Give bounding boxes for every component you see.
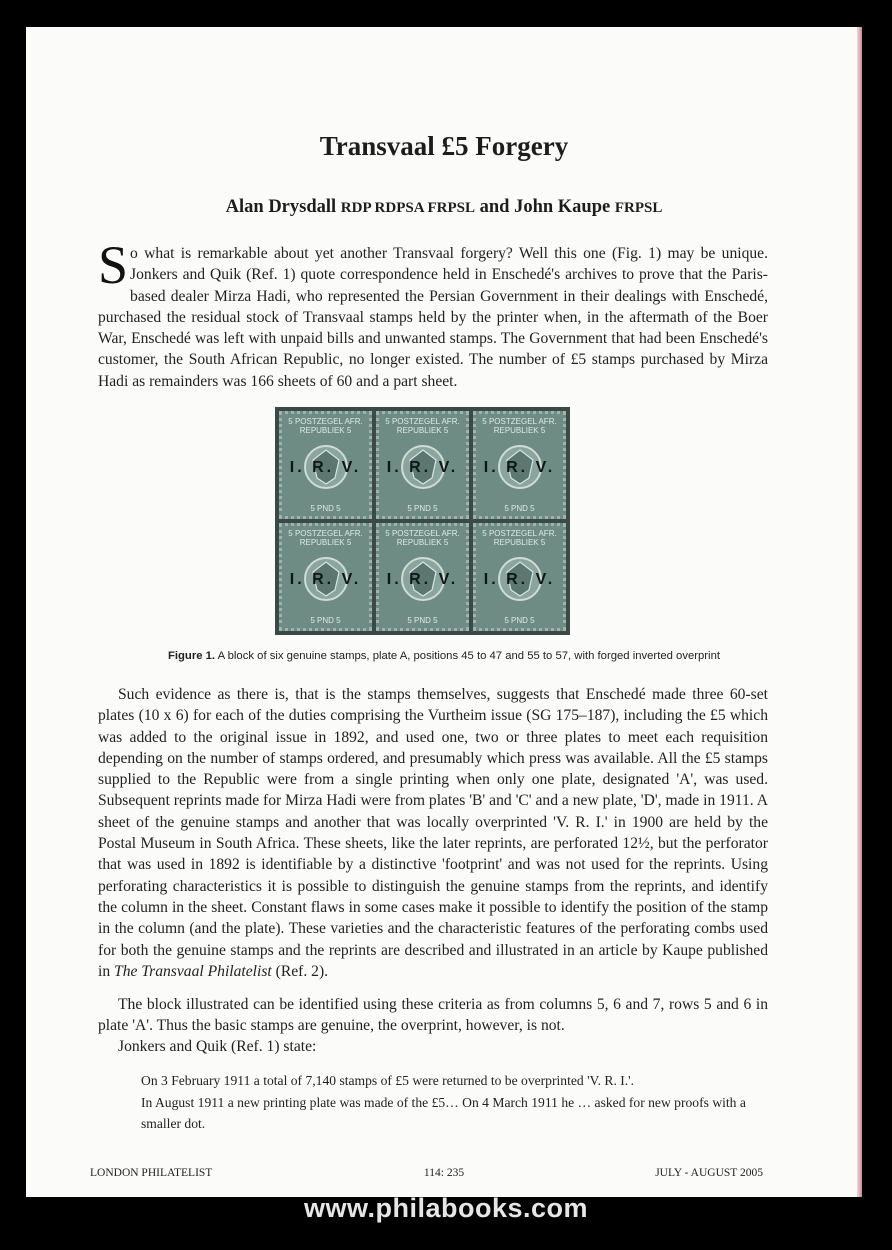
drop-cap: S <box>98 235 129 295</box>
paragraph-evidence-text: Such evidence as there is, that is the stamps themselves, suggests that Enschedé made three 60-set plates (10 x 6) for each of the duties comprising the Vurtheim issue (SG 175–187), including the £5 which was added to the original issue in 1892, and used one, two or three plates to meet each requisition depending on the number of stamps ordered, and presumably which press was available. All the £5 stamps supplied to the Republic were from a single printing when only one plate, designated 'A', was used. Subsequent reprints made for Mirza Hadi were from plates 'B' and 'C' and a new plate, 'D', made in 1911. A sheet of the genuine stamps and another that was locally overprinted 'V. R. I.' in 1900 are held by the Postal Museum in South Africa. These sheets, like the later reprints, are perforated 12½, but the perforator that was used in 1892 is identifiable by a distinctive 'footprint' and was not used for the reprints. Using perforating characteristics it is possible to distinguish the genuine stamps from the reprints, and identify the column in the sheet. Constant flaws in some cases make it possible to identify the position of the stamp in the column (and the plate). These varieties and the characteristic features of the perforating combs used for both the genuine stamps and the reprints are described and illustrated in an article by Kaupe published in <box>98 686 768 980</box>
footer-page-number: 114: 235 <box>423 1167 465 1179</box>
forged-overprint: I. R. V. <box>483 570 556 588</box>
forged-overprint: I. R. V. <box>289 458 362 476</box>
stamp-top-label: 5 POSTZEGEL AFR. REPUBLIEK 5 <box>385 417 460 435</box>
footer-issue-date: JULY - AUGUST 2005 <box>655 1167 763 1179</box>
stamp-47 <box>473 411 566 519</box>
paragraph-evidence-ref: (Ref. 2). <box>275 962 329 980</box>
site-watermark: www.philabooks.com <box>303 1193 589 1223</box>
paragraph-evidence <box>98 684 768 982</box>
paragraph-intro-text: o what is remarkable about yet another Transvaal forgery? Well this one (Fig. 1) may be unique. Jonkers and Quik (Ref. 1) quote correspondence held in Enschedé's archives to prove that the Paris-based dealer Mirza Hadi, who represented the Persian Government in their dealings with Enschedé, purchased the residual stock of Transvaal stamps held by the printer when, in the aftermath of the Boer War, Enschedé was left with unpaid bills and unwanted stamps. The Government that had been Enschedé's customer, the South African Republic, no longer existed. The number of £5 stamps purchased by Mirza Hadi as remainders was 166 sheets of 60 and a part sheet. <box>98 245 768 390</box>
author-2-name: John Kaupe <box>514 197 611 217</box>
journal-title-italic: The Transvaal Philatelist <box>114 962 272 980</box>
stamp-value-label: 5 PND 5 <box>407 616 438 625</box>
stamp-top-label: 5 POSTZEGEL AFR. REPUBLIEK 5 <box>482 417 557 435</box>
figure-caption-text: A block of six genuine stamps, plate A, positions 45 to 47 and 55 to 57, with forged inverted overprint <box>217 650 720 662</box>
article-byline <box>26 197 862 218</box>
author-1-name: Alan Drysdall <box>225 197 337 217</box>
block-quote <box>141 1070 751 1135</box>
forged-overprint: I. R. V. <box>386 458 459 476</box>
forged-overprint: I. R. V. <box>483 458 556 476</box>
stamp-57 <box>473 523 566 631</box>
stamp-value-label: 5 PND 5 <box>504 504 535 513</box>
stamp-value-label: 5 PND 5 <box>504 616 535 625</box>
stamp-top-label: 5 POSTZEGEL AFR. REPUBLIEK 5 <box>482 529 557 547</box>
stamp-top-label: 5 POSTZEGEL AFR. REPUBLIEK 5 <box>288 417 363 435</box>
author-1-credentials: RDP RDPSA FRPSL <box>340 200 475 216</box>
stamp-value-label: 5 PND 5 <box>310 504 341 513</box>
stamp-top-label: 5 POSTZEGEL AFR. REPUBLIEK 5 <box>385 529 460 547</box>
stamp-grid <box>279 411 566 631</box>
stamp-55 <box>279 523 372 631</box>
paragraph-intro <box>98 235 768 392</box>
figure-caption-label: Figure 1. <box>167 650 216 662</box>
figure-stamp-block <box>275 407 570 635</box>
stamp-value-label: 5 PND 5 <box>310 616 341 625</box>
footer-journal-name: LONDON PHILATELIST <box>90 1167 213 1179</box>
paragraph-block-identified: The block illustrated can be identified using these criteria as from columns 5, 6 and 7, rows 5 and 6 in plate 'A'. Thus the basic stamps are genuine, the overprint, however, is not. <box>98 996 768 1035</box>
stamp-top-label: 5 POSTZEGEL AFR. REPUBLIEK 5 <box>288 529 363 547</box>
quote-line-2: In August 1911 a new printing plate was made of the £5… On 4 March 1911 he … asked for new proofs with a smaller dot. <box>141 1094 746 1131</box>
stamp-46 <box>376 411 469 519</box>
figure-caption <box>26 650 862 662</box>
journal-page <box>26 27 862 1197</box>
quote-line-1: On 3 February 1911 a total of 7,140 stamps of £5 were returned to be overprinted 'V. R. I.'. <box>141 1073 635 1088</box>
paragraph-jonkers-quik: Jonkers and Quik (Ref. 1) state: <box>118 1038 317 1055</box>
forged-overprint: I. R. V. <box>289 570 362 588</box>
article-title: Transvaal £5 Forgery <box>319 131 569 161</box>
forged-overprint: I. R. V. <box>386 570 459 588</box>
stamp-45 <box>279 411 372 519</box>
stamp-56 <box>376 523 469 631</box>
byline-and: and <box>479 197 510 217</box>
author-2-credentials: FRPSL <box>614 200 663 216</box>
stamp-value-label: 5 PND 5 <box>407 504 438 513</box>
